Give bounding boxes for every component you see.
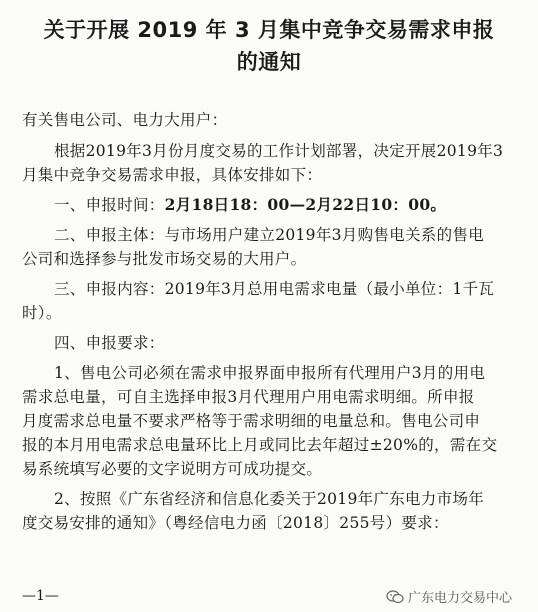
section-2-line-1: 二、申报主体：与市场用户建立2019年3月购售电关系的售电 <box>54 226 485 244</box>
section-2-line-2: 公司和选择参与批发市场交易的大用户。 <box>22 250 307 268</box>
watermark <box>386 587 512 606</box>
paragraph-intro-line-1: 根据2019年3月份月度交易的工作计划部署，决定开展2019年3 <box>54 142 504 160</box>
requirement-1-line-3: 月度需求总电量不要求严格等于需求明细的电量总和。售电公司申 <box>22 412 481 430</box>
document-title-line-1: 关于开展 2019 年 3 月集中竞争交易需求申报 <box>43 18 495 42</box>
section-3-line-1: 三、申报内容：2019年3月总用电需求电量（最小单位：1千瓦 <box>54 280 495 298</box>
section-1-time-range: 2月18日18：00—2月22日10：00。 <box>164 195 447 214</box>
document-title-line-2: 的通知 <box>236 50 302 74</box>
section-1-label: 一、申报时间： <box>54 196 165 214</box>
requirement-1-line-4: 报的本月用电需求总电量环比上月或同比去年超过±20%的，需在交 <box>22 436 498 454</box>
section-4-heading: 四、申报要求： <box>54 334 165 352</box>
requirement-1-line-2: 需求总电量，可自主选择申报3月代理用户用电需求明细。所申报 <box>22 388 475 406</box>
requirement-2-line-2: 度交易安排的通知》（粤经信电力函〔2018〕255号）要求： <box>22 514 449 532</box>
requirement-1-line-1: 1、售电公司必须在需求申报界面申报所有代理用户3月的用电 <box>54 364 486 382</box>
section-1 <box>54 193 446 215</box>
section-3-line-2: 时）。 <box>22 304 62 322</box>
salutation: 有关售电公司、电力大用户： <box>22 111 228 129</box>
requirement-1-line-5: 易系统填写必要的文字说明方可成功提交。 <box>22 460 323 478</box>
page-number: —1— <box>22 588 59 604</box>
paragraph-intro-line-2: 月集中竞争交易需求申报，具体安排如下： <box>22 166 323 184</box>
wechat-icon <box>386 590 404 604</box>
watermark-text: 广东电力交易中心 <box>407 591 512 606</box>
requirement-2-line-1: 2、按照《广东省经济和信息化委关于2019年广东电力市场年 <box>54 490 485 508</box>
